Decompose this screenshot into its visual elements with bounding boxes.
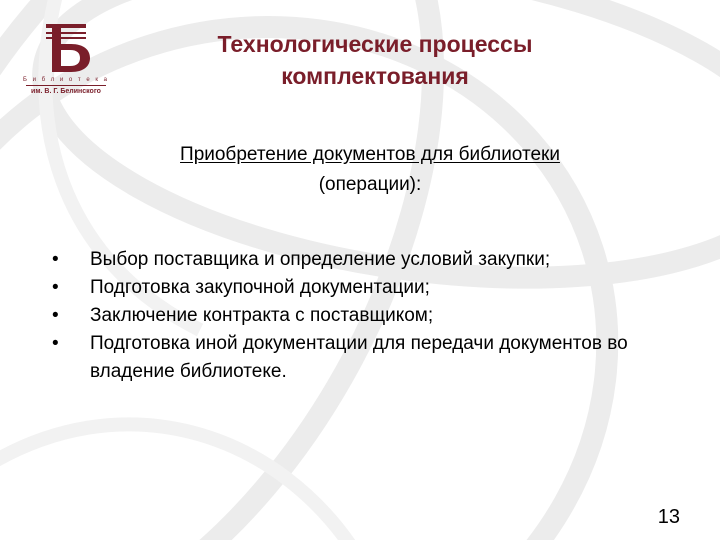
logo-text-name: им. В. Г. Белинского [31,88,101,95]
slide-title-line-2: комплектования [281,63,469,89]
logo-text-library: Б и б л и о т е к а [23,77,109,83]
bullet-icon: • [52,277,59,298]
page-number: 13 [657,506,680,528]
list-item-text: Подготовка иной документации для передачи документов во владение библиотеке. [90,333,628,382]
library-logo-mark [38,18,96,80]
slide-title-line-1: Технологические процессы [217,31,533,57]
logo-divider [26,85,106,86]
list-item [50,246,700,274]
list-item [50,302,700,330]
bullet-icon: • [52,249,59,270]
list-item-text: Выбор поставщика и определение условий закупки; [90,249,551,270]
list-item-text: Подготовка закупочной документации; [90,277,430,298]
section-heading-main: Приобретение документов для библиотеки [180,144,560,165]
operations-list [50,246,700,386]
list-item [50,274,700,302]
bullet-icon: • [52,305,59,326]
list-item [50,330,700,386]
library-logo [18,18,114,102]
section-heading-sub: (операции): [318,174,422,195]
slide-title [140,28,610,92]
list-item-text: Заключение контракта с поставщиком; [90,305,434,326]
section-heading [90,140,650,200]
bullet-icon: • [52,333,59,354]
